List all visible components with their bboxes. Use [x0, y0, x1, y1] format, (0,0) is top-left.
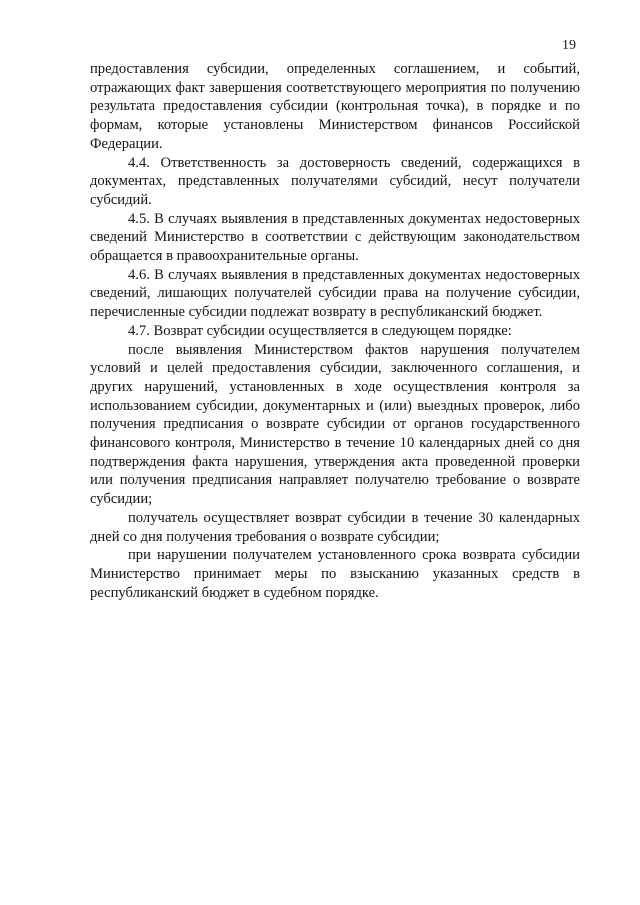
page-number: 19 — [562, 38, 576, 53]
paragraph-4-7: 4.7. Возврат субсидии осуществляется в следующем порядке: — [128, 322, 512, 339]
paragraph-continuation: предоставления субсидии, определенных соглашением, и событий, отражающих факт завершения соответствующего мероприятия по получению результата предоставления субсидии (контрольная точка), в порядке и по формам, которые установлены Министерством финансов Российской Федерации. — [90, 61, 580, 152]
paragraph-4-6: 4.6. В случаях выявления в представленных документах недостоверных сведений, лишающих получателей субсидии права на получение субсидии, перечисленные субсидии подлежат возврату в республиканский бюджет. — [90, 266, 580, 321]
paragraph-4-7-item-2: получатель осуществляет возврат субсидии в течение 30 календарных дней со дня получения требования о возврате субсидии; — [90, 509, 580, 545]
paragraph-4-7-item-1: после выявления Министерством фактов нарушения получателем условий и целей предоставления субсидии, заключенного соглашения, и других нарушений, установленных в ходе осуществления контроля за использованием субсидии, документарных и (или) выездных проверок, либо получения предписания о возврате субсидии от органов государственного финансового контроля, Министерство в течение 10 календарных дней со дня подтверждения факта нарушения, утверждения акта проведенной проверки или получения предписания направляет получателю требование о возврате субсидии; — [90, 341, 580, 508]
document-body — [90, 60, 580, 602]
paragraph-4-7-item-3: при нарушении получателем установленного срока возврата субсидии Министерство принимает меры по взысканию указанных средств в республиканский бюджет в судебном порядке. — [90, 547, 580, 601]
paragraph-4-4: 4.4. Ответственность за достоверность сведений, содержащихся в документах, представленных получателями субсидий, несут получатели субсидий. — [90, 154, 580, 208]
paragraph-4-5: 4.5. В случаях выявления в представленных документах недостоверных сведений Министерство в соответствии с действующим законодательством обращается в правоохранительные органы. — [90, 210, 580, 265]
